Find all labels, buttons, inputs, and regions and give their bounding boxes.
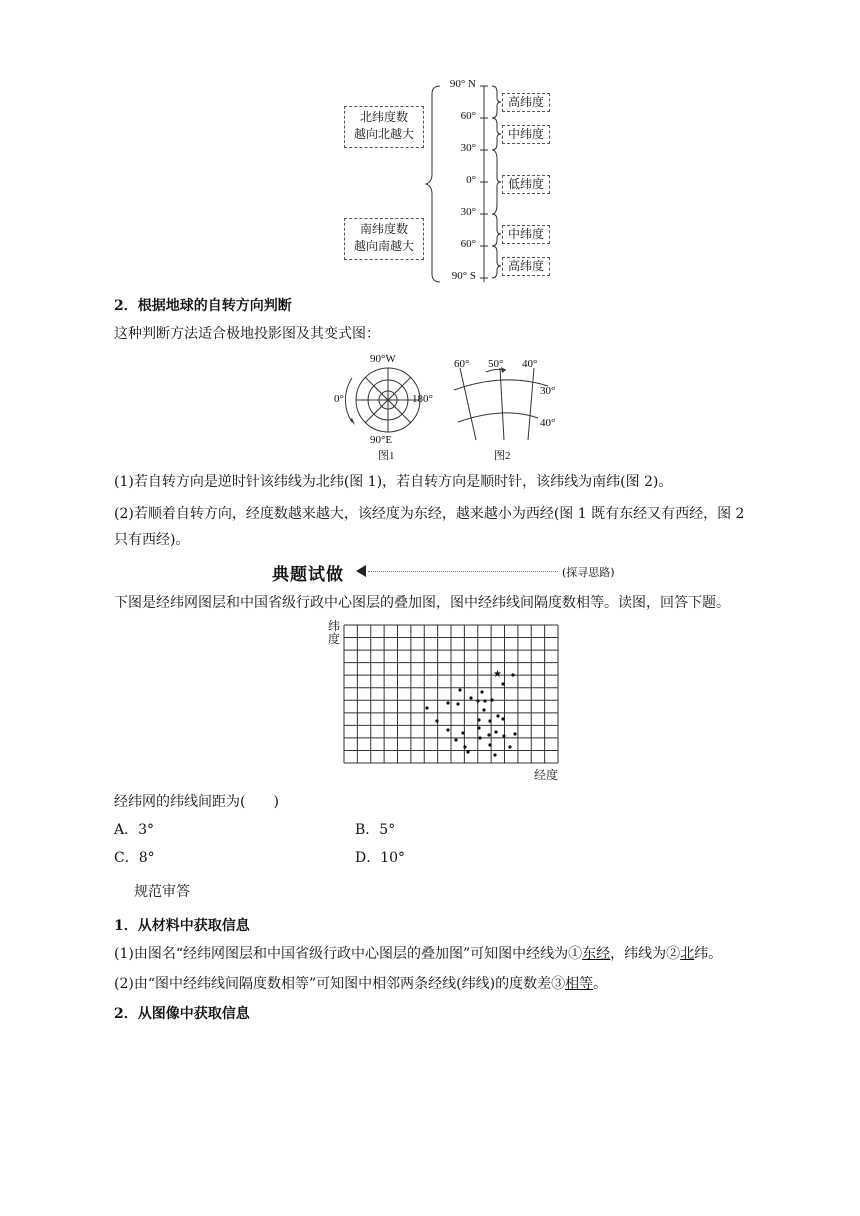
option-d[interactable]: D．10° bbox=[355, 850, 406, 866]
capital-point bbox=[501, 717, 504, 720]
section-banner bbox=[272, 560, 632, 586]
line2-pre: (2)由“图中经纬线间隔度数相等”可知图中相邻两条经线(纬线)的度数差③ bbox=[114, 976, 566, 992]
capital-point bbox=[477, 726, 480, 729]
capital-point bbox=[493, 753, 496, 756]
line2-post: 。 bbox=[593, 976, 608, 992]
lat-label: 90° S bbox=[451, 270, 476, 282]
fig1-left-label: 0° bbox=[334, 393, 344, 405]
south-latitude-note: 南纬度数 越向南越大 bbox=[344, 218, 424, 260]
capital-point bbox=[458, 688, 461, 691]
banner-dotted-line bbox=[368, 571, 558, 572]
capital-point bbox=[508, 745, 511, 748]
analysis-line-2 bbox=[114, 974, 607, 994]
fig2-label: 50° bbox=[488, 358, 504, 370]
zone-mid-north: 中纬度 bbox=[502, 125, 550, 144]
capital-point bbox=[461, 731, 464, 734]
question-stem: 下图是经纬网图层和中国省级行政中心图层的叠加图，图中经纬线间隔度数相等。读图，回答下题。 bbox=[114, 595, 730, 611]
lat-label: 60° bbox=[460, 238, 476, 250]
lat-label: 60° bbox=[460, 110, 476, 122]
section-heading: 2．根据地球的自转方向判断 bbox=[114, 298, 292, 314]
capital-point bbox=[446, 728, 449, 731]
fig2-caption: 图2 bbox=[494, 450, 511, 462]
figure-2 bbox=[450, 354, 568, 462]
star-icon: ★ bbox=[493, 669, 502, 680]
zone-mid-south: 中纬度 bbox=[502, 225, 550, 244]
x-axis-label: 经度 bbox=[534, 768, 559, 782]
paragraph-2a: (2)若顺着自转方向，经度数越来越大，该经度为东经，越来越小为西经(图 1 既有东经又有西经，图 2 bbox=[114, 506, 745, 522]
banner-hint: (探寻思路) bbox=[562, 566, 615, 579]
paragraph-1: (1)若自转方向是逆时针该纬线为北纬(图 1)，若自转方向是顺时针，该纬线为南纬(图 2)。 bbox=[114, 474, 673, 490]
zone-high-north: 高纬度 bbox=[502, 93, 550, 112]
capital-point bbox=[513, 732, 516, 735]
zone-high-south: 高纬度 bbox=[502, 257, 550, 276]
option-a[interactable]: A．3° bbox=[114, 822, 155, 838]
capital-point bbox=[435, 719, 438, 722]
capital-point bbox=[487, 733, 490, 736]
capital-point bbox=[469, 696, 472, 699]
capital-point bbox=[496, 714, 499, 717]
capital-point bbox=[488, 719, 491, 722]
capital-point bbox=[466, 750, 469, 753]
fig1-bottom-label: 90°E bbox=[370, 434, 393, 446]
north-latitude-note: 北纬度数 越向北越大 bbox=[344, 106, 424, 148]
lat-label: 0° bbox=[466, 174, 476, 186]
analysis-title: 规范审答 bbox=[134, 884, 190, 900]
grid-lines bbox=[342, 624, 562, 764]
analysis-line-1 bbox=[114, 944, 722, 964]
fig2-label: 40° bbox=[522, 358, 538, 370]
fig2-label: 60° bbox=[454, 358, 470, 370]
fig2-label: 40° bbox=[540, 417, 556, 429]
zone-low: 低纬度 bbox=[502, 175, 550, 194]
fig1-top-label: 90°W bbox=[370, 353, 396, 365]
capital-point bbox=[482, 708, 485, 711]
capital-point bbox=[476, 699, 479, 702]
lat-label: 30° bbox=[460, 206, 476, 218]
capital-point bbox=[456, 702, 459, 705]
polar-sector-lines bbox=[450, 354, 568, 462]
paragraph-2b: 只有西经)。 bbox=[114, 532, 190, 548]
capital-point bbox=[490, 698, 493, 701]
answer-1: 东经 bbox=[582, 946, 611, 962]
question-prompt: 经纬网的纬线间距为( ) bbox=[114, 794, 279, 810]
y-axis-label: 纬 度 bbox=[328, 619, 341, 646]
lat-label: 30° bbox=[460, 142, 476, 154]
line1-pre: (1)由图名“经纬网图层和中国省级行政中心图层的叠加图”可知图中经线为① bbox=[114, 946, 583, 962]
banner-title: 典题试做 bbox=[272, 565, 344, 585]
answer-3: 相等 bbox=[565, 976, 594, 992]
capital-point bbox=[488, 743, 491, 746]
fig1-right-label: 180° bbox=[412, 393, 433, 405]
capital-point bbox=[480, 690, 483, 693]
capital-point bbox=[425, 706, 428, 709]
line1-post: 纬。 bbox=[694, 946, 723, 962]
lat-lon-grid-figure bbox=[322, 618, 572, 784]
capital-point bbox=[502, 734, 505, 737]
capital-point bbox=[501, 682, 504, 685]
latitude-zone-diagram bbox=[340, 78, 560, 288]
answer-2: 北 bbox=[680, 946, 695, 962]
analysis-step-1: 1．从材料中获取信息 bbox=[114, 918, 250, 934]
capital-point bbox=[494, 730, 497, 733]
analysis-step-2: 2．从图像中获取信息 bbox=[114, 1006, 250, 1022]
fig1-caption: 图1 bbox=[378, 450, 395, 462]
option-c[interactable]: C．8° bbox=[114, 850, 155, 866]
line1-mid: ，纬线为② bbox=[610, 946, 681, 962]
capital-point bbox=[446, 701, 449, 704]
capital-point bbox=[478, 736, 481, 739]
figure-1 bbox=[330, 350, 440, 462]
arrow-left-icon bbox=[356, 565, 366, 577]
capital-point bbox=[483, 699, 486, 702]
lat-label: 90° N bbox=[449, 78, 476, 90]
capital-point bbox=[511, 673, 514, 676]
capital-point bbox=[477, 718, 480, 721]
option-b[interactable]: B．5° bbox=[355, 822, 396, 838]
capital-point bbox=[454, 738, 457, 741]
section-intro: 这种判断方法适合极地投影图及其变式图： bbox=[114, 326, 380, 342]
capital-point bbox=[463, 745, 466, 748]
fig2-label: 30° bbox=[540, 385, 556, 397]
